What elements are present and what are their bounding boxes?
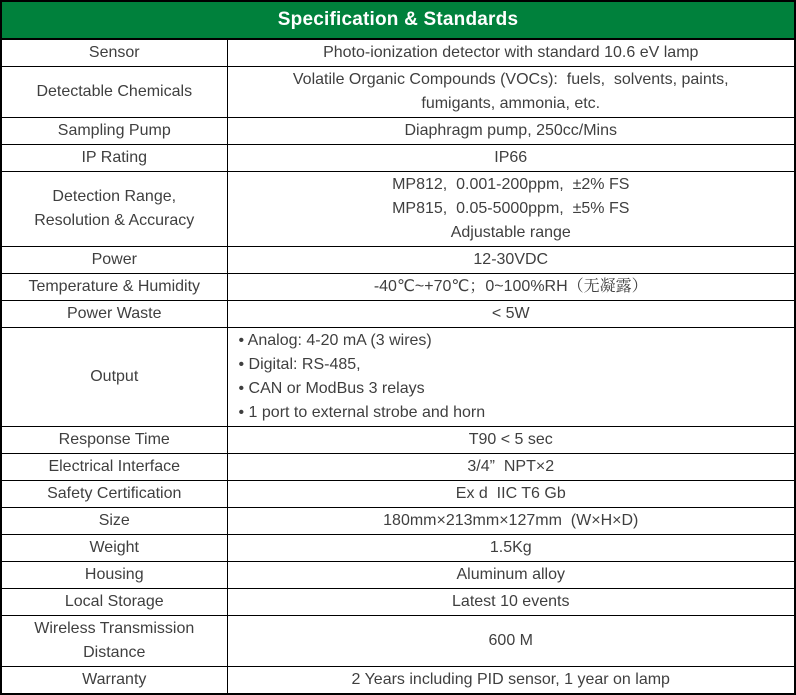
spec-label-cell <box>1 616 227 667</box>
spec-value-cell <box>227 535 795 562</box>
spec-value-cell <box>227 39 795 67</box>
spec-label-cell <box>1 67 227 118</box>
spec-value-text: Aluminum alloy <box>456 566 565 583</box>
table-row <box>1 274 795 301</box>
spec-value-text: -40℃~+70℃；0~100%RH（无凝露） <box>373 278 648 295</box>
spec-label-text: Electrical Interface <box>48 458 181 475</box>
spec-value-text: IP66 <box>494 149 528 166</box>
spec-label-text: Local Storage <box>64 593 164 610</box>
spec-value-text: fumigants, ammonia, etc. <box>421 95 601 112</box>
spec-label-cell <box>1 301 227 328</box>
table-row <box>1 118 795 145</box>
spec-label-cell <box>1 118 227 145</box>
spec-label-cell <box>1 274 227 301</box>
spec-value-text: MP815, 0.05-5000ppm, ±5% FS <box>392 200 630 217</box>
spec-value-text: 12-30VDC <box>473 251 549 268</box>
spec-label-cell <box>1 454 227 481</box>
spec-value-text: • 1 port to external strobe and horn <box>238 404 486 421</box>
table-row <box>1 535 795 562</box>
spec-value-cell <box>227 427 795 454</box>
spec-label-text: Power <box>91 251 137 268</box>
spec-value-text: Ex d IIC T6 Gb <box>455 485 566 502</box>
table-row <box>1 301 795 328</box>
spec-label-text: Temperature & Humidity <box>28 278 201 295</box>
spec-label-cell <box>1 589 227 616</box>
table-title: Specification & Standards <box>1 1 795 39</box>
spec-value-cell <box>227 454 795 481</box>
spec-value-cell <box>227 247 795 274</box>
spec-label-cell <box>1 427 227 454</box>
spec-label-cell <box>1 508 227 535</box>
spec-label-text: Response Time <box>58 431 170 448</box>
spec-value-text: 2 Years including PID sensor, 1 year on lamp <box>351 671 670 688</box>
table-row <box>1 328 795 427</box>
spec-label-text: Safety Certification <box>47 485 182 502</box>
spec-label-text: Output <box>90 368 139 385</box>
spec-value-cell <box>227 481 795 508</box>
spec-value-cell <box>227 274 795 301</box>
table-row <box>1 508 795 535</box>
spec-value-cell <box>227 562 795 589</box>
spec-value-cell <box>227 118 795 145</box>
table-row <box>1 616 795 667</box>
spec-label-cell <box>1 172 227 247</box>
spec-value-text: Adjustable range <box>450 224 571 241</box>
spec-value-cell <box>227 616 795 667</box>
spec-label-cell <box>1 667 227 695</box>
table-row <box>1 247 795 274</box>
spec-label-text: Power Waste <box>66 305 162 322</box>
spec-value-text: Photo-ionization detector with standard 10.6 eV lamp <box>323 44 699 61</box>
table-row <box>1 454 795 481</box>
spec-label-text: Sensor <box>88 44 140 61</box>
spec-value-text: 180mm×213mm×127mm (W×H×D) <box>383 512 639 529</box>
table-header-row <box>1 1 795 39</box>
spec-label-cell <box>1 535 227 562</box>
spec-label-text: IP Rating <box>81 149 148 166</box>
spec-label-text: Detectable Chemicals <box>36 83 193 100</box>
spec-value-text: Latest 10 events <box>452 593 570 610</box>
spec-label-text: Weight <box>89 539 139 556</box>
spec-value-text: • Analog: 4-20 mA (3 wires) <box>238 332 432 349</box>
spec-label-cell <box>1 562 227 589</box>
spec-value-text: T90 < 5 sec <box>468 431 553 448</box>
spec-label-text: Size <box>98 512 130 529</box>
spec-value-text: 3/4” NPT×2 <box>467 458 555 475</box>
table-row <box>1 172 795 247</box>
spec-value-text: Diaphragm pump, 250cc/Mins <box>404 122 618 139</box>
spec-value-text: < 5W <box>491 305 530 322</box>
spec-value-text: 1.5Kg <box>489 539 532 556</box>
table-row <box>1 589 795 616</box>
spec-label-cell <box>1 481 227 508</box>
table-row <box>1 481 795 508</box>
spec-value-text: • Digital: RS-485, <box>238 356 361 373</box>
spec-value-cell <box>227 301 795 328</box>
spec-value-cell <box>227 145 795 172</box>
table-row <box>1 145 795 172</box>
spec-label-cell <box>1 247 227 274</box>
spec-value-cell <box>227 328 795 427</box>
table-row <box>1 39 795 67</box>
spec-label-cell <box>1 145 227 172</box>
spec-label-text: Wireless Transmission <box>34 620 195 637</box>
spec-value-cell <box>227 508 795 535</box>
spec-label-text: Warranty <box>82 671 147 688</box>
table-row <box>1 667 795 695</box>
spec-label-text: Distance <box>83 644 146 661</box>
table-row <box>1 562 795 589</box>
spec-value-text: 600 M <box>488 632 533 649</box>
spec-value-cell <box>227 667 795 695</box>
spec-value-text: MP812, 0.001-200ppm, ±2% FS <box>392 176 630 193</box>
table-row <box>1 67 795 118</box>
spec-value-cell <box>227 172 795 247</box>
spec-value-text: Volatile Organic Compounds (VOCs): fuels, solvents, paints, <box>292 71 729 88</box>
table-row <box>1 427 795 454</box>
spec-label-text: Detection Range, <box>52 188 177 205</box>
spec-label-text: Sampling Pump <box>57 122 171 139</box>
spec-label-cell <box>1 328 227 427</box>
spec-value-text: • CAN or ModBus 3 relays <box>238 380 425 397</box>
spec-value-cell <box>227 67 795 118</box>
spec-value-cell <box>227 589 795 616</box>
spec-label-cell <box>1 39 227 67</box>
spec-label-text: Housing <box>84 566 144 583</box>
spec-label-text: Resolution & Accuracy <box>34 212 195 229</box>
